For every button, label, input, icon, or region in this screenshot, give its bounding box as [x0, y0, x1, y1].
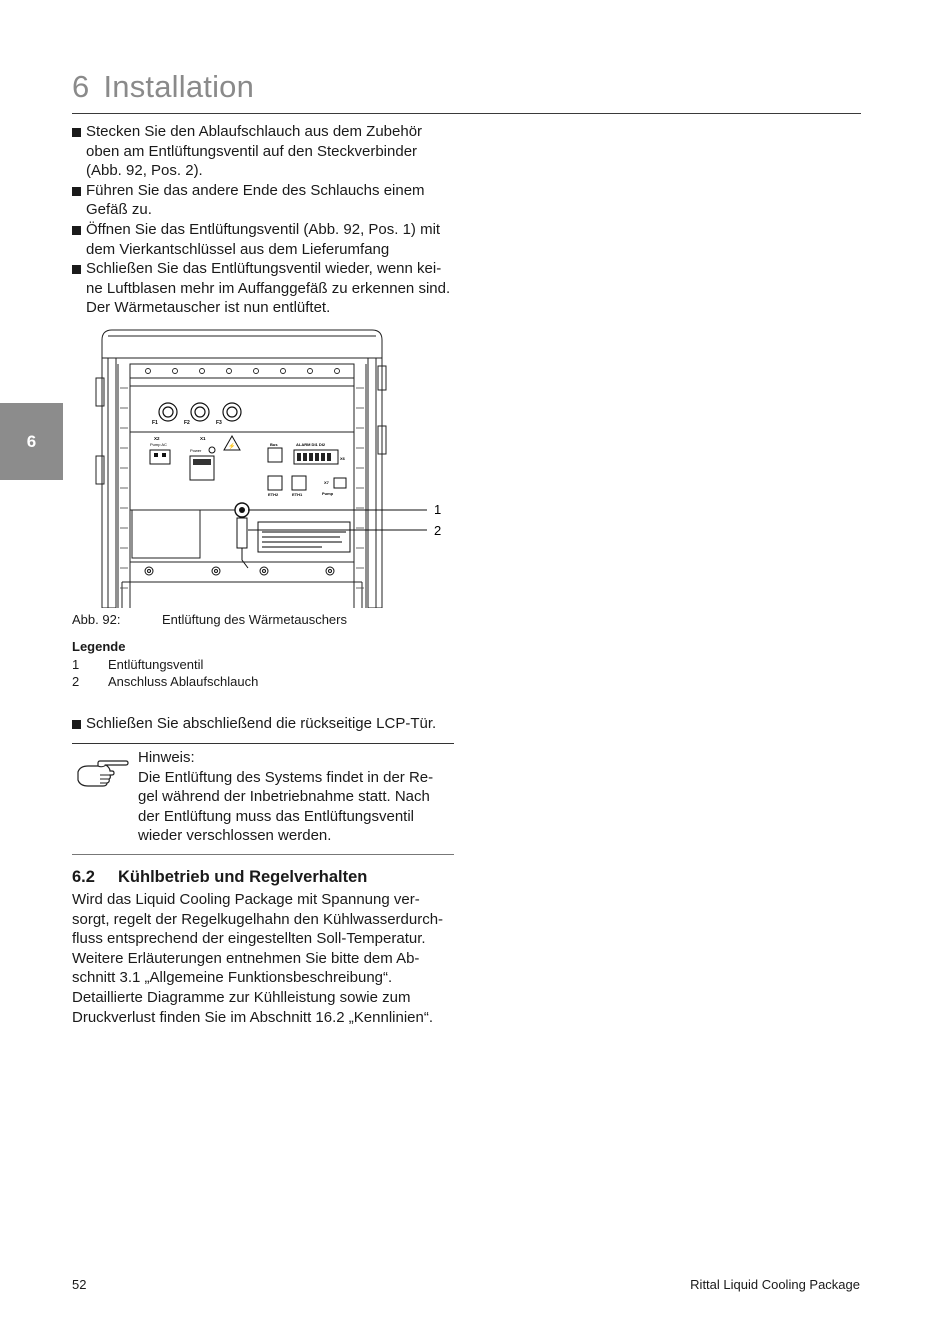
pointing-hand-icon: [76, 758, 130, 788]
line: sorgt, regelt der Regelkugelhahn den Kühlwasserdurch-: [72, 910, 444, 928]
line: der Entlüftung muss das Entlüftungsventil: [138, 807, 414, 825]
line: Weitere Erläuterungen entnehmen Sie bitte dem Ab-: [72, 949, 420, 967]
connector-label-pump: Pump: [322, 491, 334, 496]
legend-title: Legende: [72, 639, 126, 654]
connector-label-power: Power: [190, 448, 202, 453]
legend-number: 2: [72, 674, 80, 689]
line: Wird das Liquid Cooling Package mit Spannung ver-: [72, 891, 420, 908]
instruction-list: [72, 122, 454, 318]
legend-item: [72, 656, 258, 674]
bullet-square-icon: [72, 265, 81, 274]
connector-label-x7: X7: [324, 480, 329, 485]
bullet-square-icon: [72, 226, 81, 235]
callout-2: 2: [434, 523, 442, 538]
line: Gefäß zu.: [86, 201, 152, 219]
note-title: Hinweis:: [138, 749, 195, 766]
bullet-square-icon: [72, 128, 81, 137]
line: schnitt 3.1 „Allgemeine Funktionsbeschreibung“.: [72, 969, 393, 987]
figure-legend: [72, 638, 258, 691]
section-heading: [72, 868, 367, 887]
page-number: 52: [72, 1277, 87, 1292]
legend-item: [72, 673, 258, 691]
bullet-square-icon: [72, 720, 81, 729]
line: fluss entsprechend der eingestellten Soll-Temperatur.: [72, 930, 426, 948]
chapter-title-text: Installation: [103, 69, 255, 104]
callout-1: 1: [434, 502, 442, 517]
list-item: [72, 181, 454, 220]
line: Führen Sie das andere Ende des Schlauchs einem: [86, 181, 425, 199]
heat-exchanger-venting-figure: [72, 328, 472, 608]
figure-caption: [72, 612, 347, 627]
fuse-label-f3: F3: [216, 420, 222, 426]
list-item: [72, 714, 454, 734]
section-number: 6.2: [72, 868, 95, 886]
line: Die Entlüftung des Systems findet in der Re-: [138, 768, 434, 786]
list-item: [72, 220, 454, 259]
legend-text: Entlüftungsventil: [108, 656, 204, 672]
connector-label-eth2: ETH2: [268, 492, 279, 497]
list-item: [72, 259, 454, 318]
line: Detaillierte Diagramme zur Kühlleistung sowie zum: [72, 988, 411, 1006]
line: Schließen Sie das Entlüftungsventil wieder, wenn kei-: [86, 260, 442, 278]
connector-label-x1: X1: [200, 436, 206, 441]
connector-label-x6: X6: [340, 456, 345, 461]
legend-text: Anschluss Ablaufschlauch: [108, 674, 259, 689]
line: (Abb. 92, Pos. 2).: [86, 162, 203, 180]
side-tab-label: 6: [26, 431, 37, 451]
line: Stecken Sie den Ablaufschlauch aus dem Zubehör: [86, 123, 423, 140]
line: wieder verschlossen werden.: [138, 827, 332, 845]
line: ne Luftblasen mehr im Auffanggefäß zu erkennen sind.: [86, 279, 451, 297]
note-box: [72, 743, 454, 855]
connector-label-alarm: ALARM DI1 DI2: [296, 442, 326, 447]
line: oben am Entlüftungsventil auf den Steckverbinder: [86, 142, 418, 160]
chapter-side-tab[interactable]: [0, 403, 63, 480]
section-title: Kühlbetrieb und Regelverhalten: [118, 868, 368, 886]
line: Öffnen Sie das Entlüftungsventil (Abb. 92, Pos. 1) mit: [86, 220, 441, 238]
chapter-header: [72, 68, 861, 114]
connector-label-bus: Bus: [270, 442, 278, 447]
note-text: [138, 748, 452, 846]
line: dem Vierkantschlüssel aus dem Lieferumfang: [86, 240, 390, 258]
list-item: [72, 122, 454, 181]
fuse-label-f1: F1: [152, 420, 158, 426]
caption-text: Entlüftung des Wärmetauschers: [162, 612, 347, 627]
connector-label-pump-ac: Pump AC: [150, 442, 167, 447]
legend-number: 1: [72, 656, 80, 672]
line: gel während der Inbetriebnahme statt. Nach: [138, 788, 430, 806]
line: Der Wärmetauscher ist nun entlüftet.: [86, 299, 331, 317]
bullet-square-icon: [72, 187, 81, 196]
footer-doc-title: Rittal Liquid Cooling Package: [690, 1277, 860, 1292]
chapter-title: [72, 68, 861, 106]
line: Druckverlust finden Sie im Abschnitt 16.2 „Kennlinien“.: [72, 1008, 434, 1026]
connector-label-x2: X2: [154, 436, 160, 441]
instruction-list-final: [72, 714, 454, 734]
connector-label-eth1: ETH1: [292, 492, 303, 497]
section-body: [72, 890, 456, 1027]
warning-icon: ⚡: [228, 444, 236, 450]
caption-label: Abb. 92:: [72, 612, 121, 627]
line: Schließen Sie abschließend die rückseitige LCP-Tür.: [86, 715, 437, 732]
fuse-label-f2: F2: [184, 420, 190, 426]
chapter-number: 6: [72, 69, 90, 104]
